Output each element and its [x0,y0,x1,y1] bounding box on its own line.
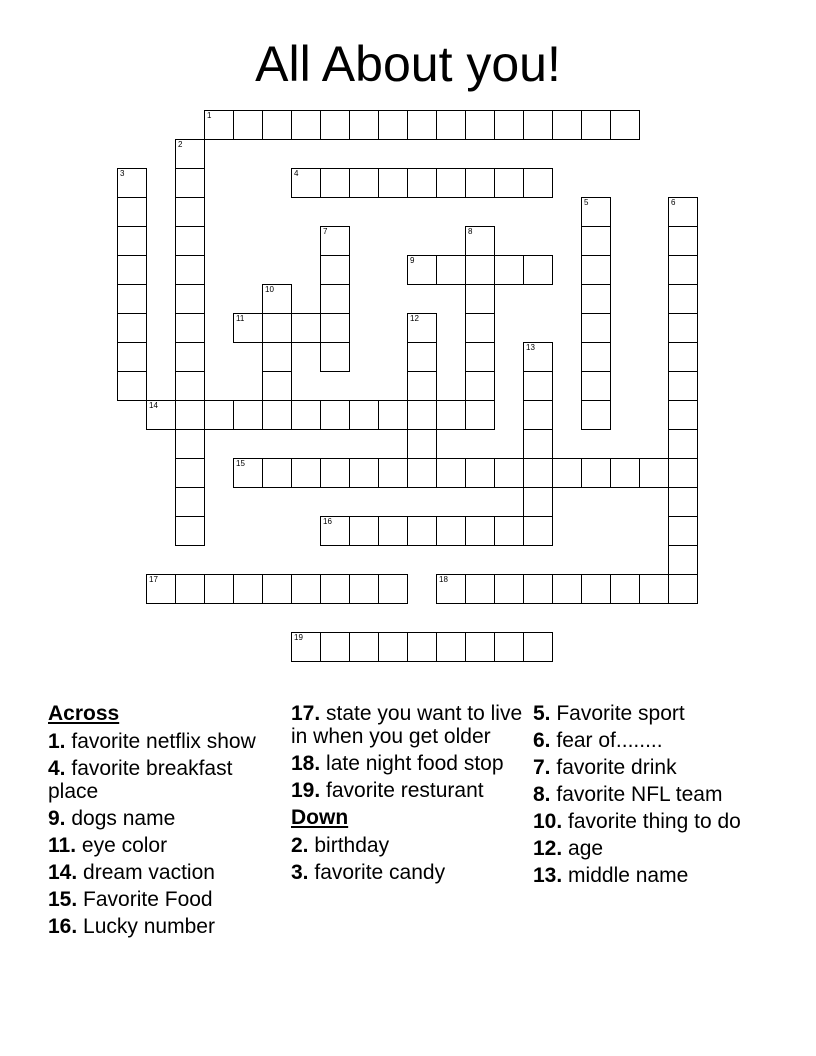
clue-number: 11. [48,834,77,857]
grid-cell[interactable] [668,255,698,285]
clue-number: 4. [48,757,66,780]
grid-cell[interactable] [175,197,205,227]
grid-cell[interactable] [378,458,408,488]
grid-cell[interactable] [465,574,495,604]
clue-number-label: 6 [671,198,676,207]
grid-cell[interactable] [320,110,350,140]
clue-text: fear of........ [556,729,663,752]
grid-cell[interactable] [465,400,495,430]
clue-text: dogs name [71,807,176,830]
grid-cell[interactable] [639,574,669,604]
grid-cell[interactable] [291,632,321,662]
clue-number-label: 10 [265,285,274,294]
grid-cell[interactable] [581,197,611,227]
grid-cell[interactable] [523,400,553,430]
clue-item [533,729,765,752]
clue-number: 15. [48,888,78,911]
grid-cell[interactable] [175,516,205,546]
grid-cell[interactable] [117,342,147,372]
grid-cell[interactable] [668,284,698,314]
clue-number: 7. [533,756,551,779]
grid-cell[interactable] [117,284,147,314]
clue-item [291,779,523,802]
clue-number-label: 13 [526,343,535,352]
clue-number-label: 14 [149,401,158,410]
grid-cell[interactable] [494,574,524,604]
grid-cell[interactable] [233,574,263,604]
grid-cell[interactable] [436,168,466,198]
clue-text: age [568,837,604,860]
clue-text: favorite resturant [326,779,484,802]
grid-cell[interactable] [291,313,321,343]
clue-number-label: 9 [410,256,415,265]
grid-cell[interactable] [378,168,408,198]
grid-cell[interactable] [581,226,611,256]
grid-cell[interactable] [523,574,553,604]
clue-text: favorite candy [314,861,446,884]
clue-item [533,702,765,725]
clue-text: eye color [81,834,168,857]
clue-item [291,702,523,748]
clue-number-label: 1 [207,111,212,120]
grid-cell[interactable] [407,168,437,198]
grid-cell[interactable] [146,574,176,604]
grid-cell[interactable] [204,110,234,140]
grid-cell[interactable] [233,400,263,430]
grid-cell[interactable] [552,458,582,488]
grid-cell[interactable] [175,574,205,604]
grid-cell[interactable] [262,110,292,140]
grid-cell[interactable] [465,632,495,662]
grid-cell[interactable] [465,110,495,140]
grid-cell[interactable] [175,168,205,198]
grid-cell[interactable] [581,255,611,285]
grid-cell[interactable] [320,574,350,604]
clue-number: 14. [48,861,78,884]
grid-cell[interactable] [175,313,205,343]
clue-text: favorite breakfast place [48,757,233,803]
grid-cell[interactable] [523,458,553,488]
grid-cell[interactable] [465,284,495,314]
grid-cell[interactable] [465,168,495,198]
clue-item [291,752,523,775]
grid-cell[interactable] [349,110,379,140]
grid-cell[interactable] [668,487,698,517]
clue-item [48,915,280,938]
clue-item [291,834,523,857]
grid-cell[interactable] [494,632,524,662]
grid-cell[interactable] [523,255,553,285]
grid-cell[interactable] [378,516,408,546]
grid-cell[interactable] [262,284,292,314]
clue-item [533,837,765,860]
clue-number-label: 3 [120,169,125,178]
grid-cell[interactable] [436,255,466,285]
clue-number-label: 18 [439,575,448,584]
grid-cell[interactable] [175,342,205,372]
clue-number: 3. [291,861,309,884]
grid-cell[interactable] [465,313,495,343]
clue-text: favorite NFL team [556,783,723,806]
grid-cell[interactable] [581,342,611,372]
grid-cell[interactable] [465,516,495,546]
clue-list [48,702,768,1002]
grid-cell[interactable] [204,400,234,430]
clue-column-2 [291,702,523,888]
clue-text: favorite netflix show [71,730,256,753]
grid-cell[interactable] [407,516,437,546]
puzzle-title: All About you! [255,36,561,92]
grid-cell[interactable] [262,313,292,343]
grid-cell[interactable] [581,574,611,604]
grid-cell[interactable] [349,168,379,198]
clue-item [533,756,765,779]
clue-number-label: 7 [323,227,328,236]
grid-cell[interactable] [436,400,466,430]
clue-number-label: 11 [236,314,245,323]
clue-item [48,807,280,830]
clue-number-label: 5 [584,198,589,207]
clue-item [291,861,523,884]
grid-cell[interactable] [436,110,466,140]
clue-number-label: 15 [236,459,245,468]
grid-cell[interactable] [349,400,379,430]
grid-cell[interactable] [262,458,292,488]
grid-cell[interactable] [291,168,321,198]
grid-cell[interactable] [610,574,640,604]
grid-cell[interactable] [175,429,205,459]
grid-cell[interactable] [349,516,379,546]
grid-cell[interactable] [175,371,205,401]
clue-number: 17. [291,702,321,725]
grid-cell[interactable] [175,139,205,169]
clue-number: 2. [291,834,309,857]
grid-cell[interactable] [523,632,553,662]
clue-text: birthday [314,834,390,857]
grid-cell[interactable] [291,458,321,488]
grid-cell[interactable] [465,458,495,488]
clue-number: 9. [48,807,66,830]
grid-cell[interactable] [668,371,698,401]
clue-number-label: 12 [410,314,419,323]
clue-number: 5. [533,702,551,725]
grid-cell[interactable] [233,313,263,343]
clue-text: Favorite Food [83,888,213,911]
grid-cell[interactable] [610,110,640,140]
grid-cell[interactable] [117,255,147,285]
grid-cell[interactable] [320,284,350,314]
grid-cell[interactable] [378,110,408,140]
clue-item [48,834,280,857]
clue-text: favorite drink [556,756,677,779]
clue-item [533,864,765,887]
grid-cell[interactable] [175,487,205,517]
grid-cell[interactable] [407,342,437,372]
grid-cell[interactable] [378,632,408,662]
clue-text: late night food stop [326,752,504,775]
clue-number-label: 19 [294,633,303,642]
grid-cell[interactable] [262,342,292,372]
clue-number: 6. [533,729,551,752]
grid-cell[interactable] [175,458,205,488]
clue-number: 12. [533,837,563,860]
grid-cell[interactable] [407,400,437,430]
grid-cell[interactable] [320,313,350,343]
grid-cell[interactable] [407,429,437,459]
grid-cell[interactable] [117,313,147,343]
grid-cell[interactable] [349,632,379,662]
grid-cell[interactable] [175,284,205,314]
grid-cell[interactable] [668,197,698,227]
grid-cell[interactable] [117,371,147,401]
grid-cell[interactable] [407,371,437,401]
clue-number: 8. [533,783,551,806]
clue-item [533,810,765,833]
grid-cell[interactable] [175,226,205,256]
grid-cell[interactable] [465,371,495,401]
grid-cell[interactable] [465,226,495,256]
clue-item [48,730,280,753]
grid-cell[interactable] [320,458,350,488]
grid-cell[interactable] [581,284,611,314]
grid-cell[interactable] [668,226,698,256]
grid-cell[interactable] [581,458,611,488]
grid-cell[interactable] [407,632,437,662]
clue-number: 19. [291,779,321,802]
clue-number: 18. [291,752,321,775]
grid-cell[interactable] [204,574,234,604]
clue-text: state you want to live in when you get older [291,702,523,748]
clue-item [533,783,765,806]
grid-cell[interactable] [262,574,292,604]
grid-cell[interactable] [610,458,640,488]
grid-cell[interactable] [668,400,698,430]
grid-cell[interactable] [117,197,147,227]
clue-text: favorite thing to do [568,810,741,833]
grid-cell[interactable] [320,168,350,198]
grid-cell[interactable] [320,255,350,285]
grid-cell[interactable] [668,429,698,459]
grid-cell[interactable] [291,110,321,140]
clue-number-label: 8 [468,227,473,236]
grid-cell[interactable] [668,342,698,372]
grid-cell[interactable] [494,255,524,285]
grid-cell[interactable] [436,632,466,662]
grid-cell[interactable] [320,632,350,662]
grid-cell[interactable] [233,110,263,140]
grid-cell[interactable] [465,342,495,372]
grid-cell[interactable] [552,110,582,140]
clue-text: Lucky number [83,915,215,938]
clue-heading-across: Across [48,702,120,725]
grid-cell[interactable] [320,342,350,372]
grid-cell[interactable] [175,400,205,430]
grid-cell[interactable] [349,574,379,604]
grid-cell[interactable] [668,574,698,604]
grid-cell[interactable] [233,458,263,488]
grid-cell[interactable] [552,574,582,604]
clue-item [48,757,280,803]
clue-number: 16. [48,915,78,938]
clue-number: 10. [533,810,563,833]
clue-number-label: 4 [294,169,299,178]
grid-cell[interactable] [117,226,147,256]
grid-cell[interactable] [523,516,553,546]
grid-cell[interactable] [146,400,176,430]
grid-cell[interactable] [668,545,698,575]
grid-cell[interactable] [320,226,350,256]
grid-cell[interactable] [436,458,466,488]
grid-cell[interactable] [262,400,292,430]
grid-cell[interactable] [407,110,437,140]
grid-cell[interactable] [320,400,350,430]
grid-cell[interactable] [523,342,553,372]
grid-cell[interactable] [581,400,611,430]
grid-cell[interactable] [639,458,669,488]
grid-cell[interactable] [494,458,524,488]
grid-cell[interactable] [320,516,350,546]
grid-cell[interactable] [436,516,466,546]
grid-cell[interactable] [378,400,408,430]
grid-cell[interactable] [291,400,321,430]
grid-cell[interactable] [523,371,553,401]
grid-cell[interactable] [291,574,321,604]
grid-cell[interactable] [436,574,466,604]
grid-cell[interactable] [117,168,147,198]
clue-heading-down: Down [291,806,349,829]
grid-cell[interactable] [523,110,553,140]
clue-item [48,861,280,884]
clue-number: 13. [533,864,563,887]
grid-cell[interactable] [494,516,524,546]
clue-number-label: 17 [149,575,158,584]
clue-column-1 [48,702,280,942]
clue-text: middle name [568,864,689,887]
grid-cell[interactable] [494,110,524,140]
grid-cell[interactable] [523,168,553,198]
clue-number-label: 2 [178,140,183,149]
grid-cell[interactable] [407,313,437,343]
clue-column-3 [533,702,765,891]
clue-text: dream vaction [83,861,215,884]
grid-cell[interactable] [407,458,437,488]
grid-cell[interactable] [262,371,292,401]
grid-cell[interactable] [494,168,524,198]
clue-text: Favorite sport [556,702,685,725]
grid-cell[interactable] [465,255,495,285]
grid-cell[interactable] [668,313,698,343]
grid-cell[interactable] [581,313,611,343]
grid-cell[interactable] [668,458,698,488]
grid-cell[interactable] [581,110,611,140]
grid-cell[interactable] [668,516,698,546]
grid-cell[interactable] [523,487,553,517]
grid-cell[interactable] [523,429,553,459]
clue-number: 1. [48,730,66,753]
grid-cell[interactable] [407,255,437,285]
clue-number-label: 16 [323,517,332,526]
grid-cell[interactable] [378,574,408,604]
clue-item [48,888,280,911]
grid-cell[interactable] [581,371,611,401]
grid-cell[interactable] [349,458,379,488]
grid-cell[interactable] [175,255,205,285]
